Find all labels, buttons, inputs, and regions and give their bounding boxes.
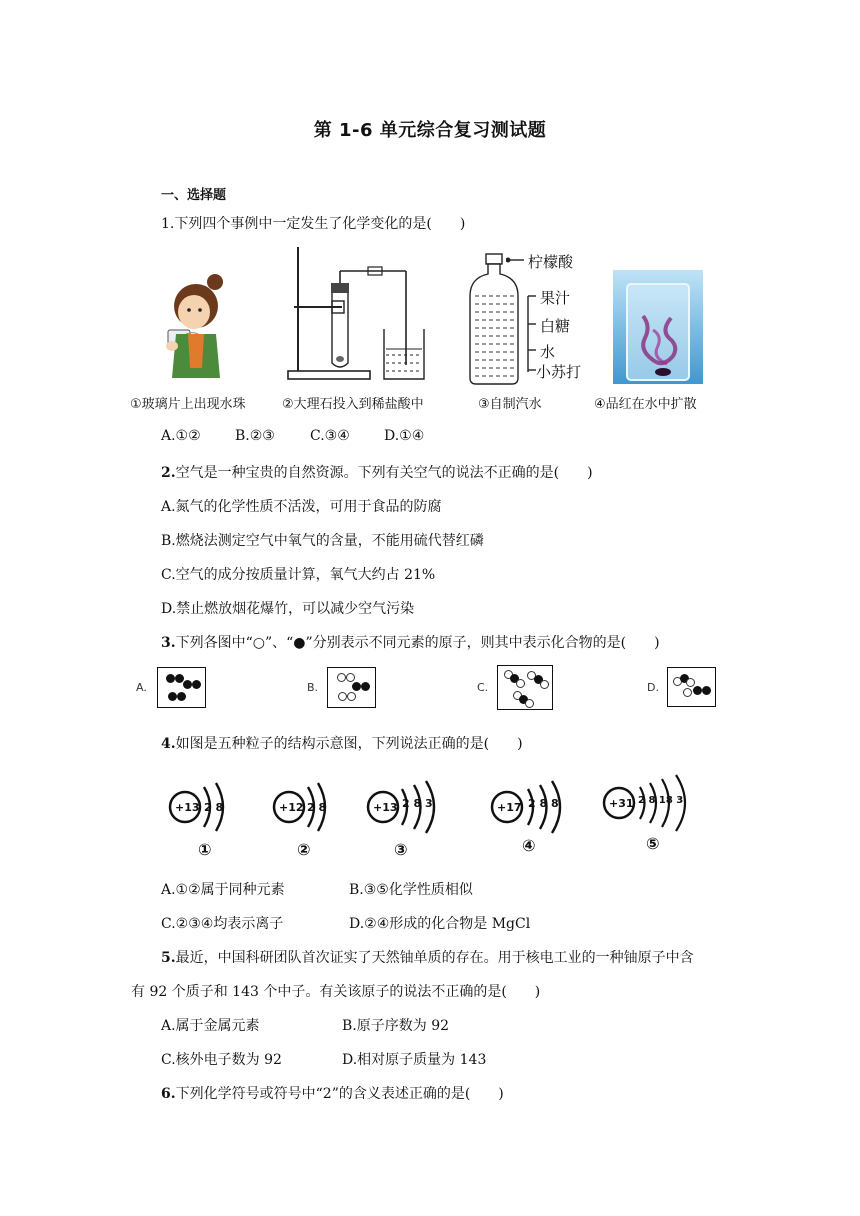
bottle-label-water: 水 bbox=[540, 343, 556, 361]
q4-number: 4. bbox=[161, 736, 176, 752]
apparatus-figure bbox=[282, 245, 427, 385]
particle-1-label: ① bbox=[198, 840, 212, 859]
q1-stem: 1.下列四个事例中一定发生了化学变化的是( ) bbox=[161, 216, 466, 232]
q6-stem-text: 下列化学符号或符号中“2”的含义表述正确的是( ) bbox=[175, 1086, 504, 1102]
q3-box-d bbox=[667, 667, 716, 707]
q3-letter-c: C. bbox=[477, 681, 489, 694]
q2-stem bbox=[161, 462, 593, 482]
q6-number: 6. bbox=[161, 1086, 176, 1102]
atom-black bbox=[177, 692, 186, 701]
particle-4-shells: 2 8 8 bbox=[528, 797, 559, 810]
q5-option-d: D.相对原子质量为 143 bbox=[342, 1052, 487, 1068]
q1-option-d: D.①④ bbox=[384, 428, 425, 444]
q3-stem bbox=[161, 632, 660, 652]
q3-stem-text: 下列各图中“○”、“●”分别表示不同元素的原子，则其中表示化合物的是( ) bbox=[175, 635, 660, 651]
atom-white bbox=[346, 673, 355, 682]
q2-stem-text: 空气是一种宝贵的自然资源。下列有关空气的说法不正确的是( ) bbox=[175, 465, 593, 481]
atom-white bbox=[516, 679, 525, 688]
particle-3-label: ③ bbox=[394, 840, 408, 859]
particle-2-nucleus: +12 bbox=[279, 801, 304, 814]
fig-label-1: ①玻璃片上出现水珠 bbox=[130, 397, 246, 412]
q1-option-c: C.③④ bbox=[310, 428, 350, 444]
q4-stem-text: 如图是五种粒子的结构示意图，下列说法正确的是( ) bbox=[175, 736, 523, 752]
q4-option-a: A.①②属于同种元素 bbox=[161, 882, 285, 898]
atom-white bbox=[686, 678, 695, 687]
particle-5-label: ⑤ bbox=[646, 834, 660, 853]
q5-stem-line2: 有 92 个质子和 143 个中子。有关该原子的说法不正确的是( ) bbox=[131, 984, 541, 1000]
q3-box-c bbox=[497, 665, 553, 710]
bottle-label-citric: 柠檬酸 bbox=[528, 253, 574, 271]
particle-3-nucleus: +13 bbox=[373, 801, 398, 814]
q5-number: 5. bbox=[161, 950, 176, 966]
q2-option-d: D.禁止燃放烟花爆竹，可以减少空气污染 bbox=[161, 601, 415, 617]
particle-2-shells: 2 8 bbox=[307, 801, 327, 814]
atom-black bbox=[183, 680, 192, 689]
q1-option-a: A.①② bbox=[161, 428, 201, 444]
atom-white bbox=[525, 699, 534, 708]
section-heading: 一、选择题 bbox=[161, 188, 227, 203]
atom-white bbox=[683, 688, 692, 697]
q3-letter-b: B. bbox=[307, 681, 319, 694]
q3-letter-a: A. bbox=[136, 681, 147, 694]
particle-1-shells: 2 8 bbox=[204, 801, 224, 814]
particle-4-nucleus: +17 bbox=[497, 801, 522, 814]
bottle-label-juice: 果汁 bbox=[540, 289, 571, 307]
q5-option-a: A.属于金属元素 bbox=[161, 1018, 260, 1034]
atom-white bbox=[338, 692, 347, 701]
q3-letter-d: D. bbox=[647, 681, 659, 694]
q3-box-b bbox=[327, 667, 376, 708]
q4-option-b: B.③⑤化学性质相似 bbox=[349, 882, 473, 898]
dye-beaker-photo bbox=[613, 270, 703, 384]
atom-black bbox=[352, 682, 361, 691]
q4-option-d: D.②④形成的化合物是 MgCl bbox=[349, 916, 531, 932]
girl-glass-figure bbox=[158, 268, 228, 386]
q1-option-b: B.②③ bbox=[235, 428, 275, 444]
atom-white bbox=[337, 673, 346, 682]
atom-black bbox=[192, 680, 201, 689]
atom-white bbox=[347, 692, 356, 701]
bottle-label-sugar: 白糖 bbox=[540, 317, 571, 335]
q5-option-c: C.核外电子数为 92 bbox=[161, 1052, 282, 1068]
q3-number: 3. bbox=[161, 635, 176, 651]
q5-stem-text: 最近，中国科研团队首次证实了天然铀单质的存在。用于核电工业的一种铀原子中含 bbox=[175, 950, 694, 966]
atom-black bbox=[166, 674, 175, 683]
atom-black bbox=[693, 686, 702, 695]
q2-number: 2. bbox=[161, 465, 176, 481]
fig-label-4: ④品红在水中扩散 bbox=[594, 397, 697, 412]
particle-3-shells: 2 8 3 bbox=[402, 797, 433, 810]
q5-stem-line1 bbox=[161, 947, 694, 967]
atom-black bbox=[361, 682, 370, 691]
q4-stem bbox=[161, 733, 523, 753]
q2-option-a: A.氮气的化学性质不活泼，可用于食品的防腐 bbox=[161, 499, 442, 515]
atom-black bbox=[702, 686, 711, 695]
q5-option-b: B.原子序数为 92 bbox=[342, 1018, 450, 1034]
bottle-label-soda: 小苏打 bbox=[536, 363, 582, 381]
particle-5-nucleus: +31 bbox=[609, 797, 634, 810]
atom-white bbox=[540, 680, 549, 689]
q2-option-b: B.燃烧法测定空气中氧气的含量，不能用硫代替红磷 bbox=[161, 533, 484, 549]
fig-label-2: ②大理石投入到稀盐酸中 bbox=[282, 397, 424, 412]
page-title: 第 1-6 单元综合复习测试题 bbox=[313, 120, 547, 141]
fig-label-3: ③自制汽水 bbox=[478, 397, 542, 412]
particle-5-shells: 2 8 18 3 bbox=[638, 795, 684, 806]
q3-box-a bbox=[157, 667, 206, 708]
q2-option-c: C.空气的成分按质量计算，氧气大约占 21% bbox=[161, 567, 436, 583]
particle-1-nucleus: +13 bbox=[175, 801, 200, 814]
atom-black bbox=[168, 692, 177, 701]
particle-4-label: ④ bbox=[522, 836, 536, 855]
q6-stem bbox=[161, 1083, 504, 1103]
particle-2-label: ② bbox=[297, 840, 311, 859]
q4-option-c: C.②③④均表示离子 bbox=[161, 916, 284, 932]
